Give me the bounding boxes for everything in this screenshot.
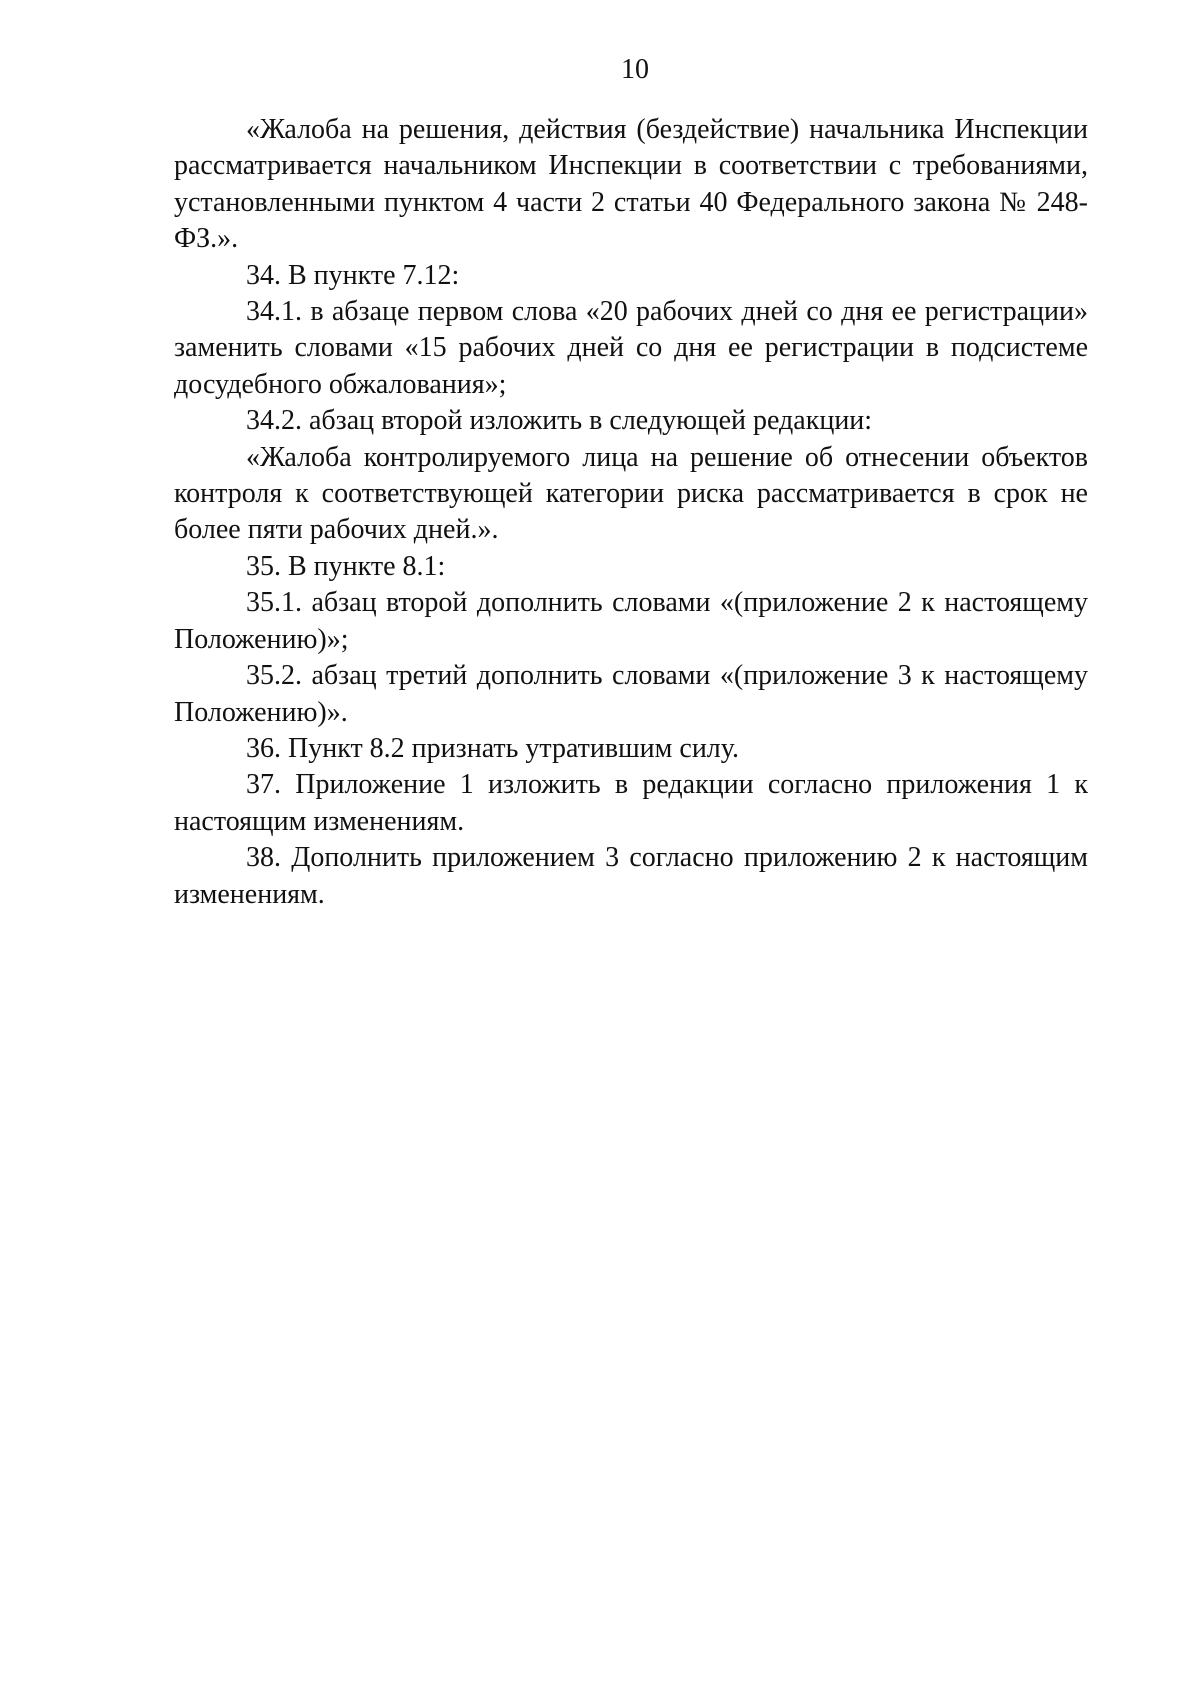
paragraph-item-37: 37. Приложение 1 изложить в редакции согласно приложения 1 к настоящим изменениям. (174, 769, 1088, 837)
paragraph-item-36: 36. Пункт 8.2 признать утратившим силу. (246, 732, 739, 764)
document-body (174, 112, 1088, 913)
paragraph-item-35: 35. В пункте 8.1: (246, 550, 446, 582)
paragraph-item-34-2: 34.2. абзац второй изложить в следующей редакции: (246, 405, 873, 437)
page-number: 10 (621, 54, 649, 85)
paragraph-item-38: 38. Дополнить приложением 3 согласно приложению 2 к настоящим изменениям. (174, 842, 1088, 910)
paragraph-complaint-head: «Жалоба на решения, действия (бездействие) начальника Инспекции рассматривается начальником Инспекции в соответствии с требованиями, установленными пунктом 4 части 2 статьи 40 Федерального закона № 248-ФЗ.». (174, 114, 1088, 255)
paragraph-item-34: 34. В пункте 7.12: (246, 259, 460, 291)
paragraph-item-35-2: 35.2. абзац третий дополнить словами «(приложение 3 к настоящему Положению)». (174, 660, 1088, 728)
paragraph-complaint-risk: «Жалоба контролируемого лица на решение об отнесении объектов контроля к соответствующей категории риска рассматривается в срок не более пяти рабочих дней.». (174, 441, 1088, 546)
paragraph-item-35-1: 35.1. абзац второй дополнить словами «(приложение 2 к настоящему Положению)»; (174, 587, 1088, 655)
paragraph-item-34-1: 34.1. в абзаце первом слова «20 рабочих дней со дня ее регистрации» заменить словами «15 рабочих дней со дня ее регистрации в подсистеме досудебного обжалования»; (174, 296, 1088, 400)
